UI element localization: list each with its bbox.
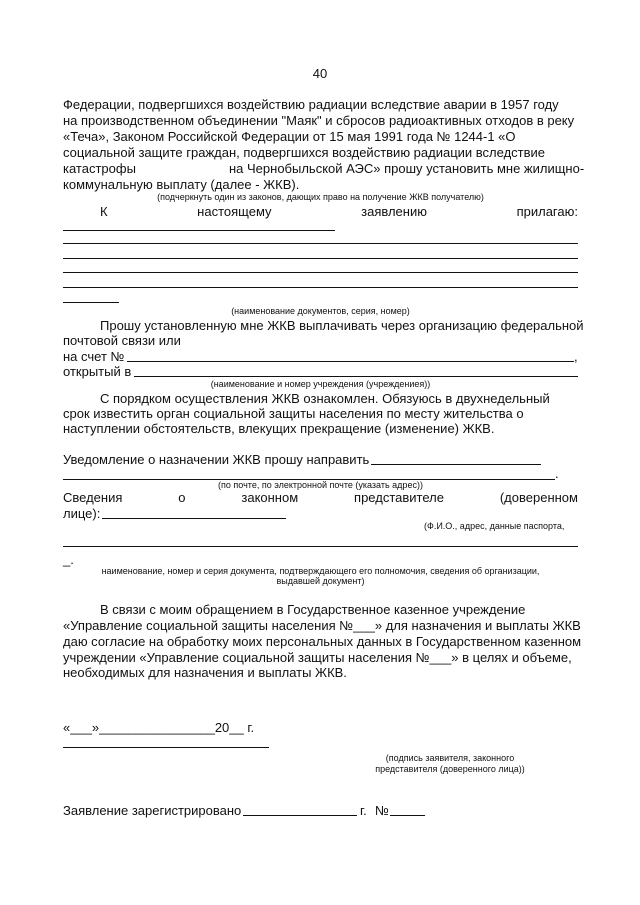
consent-line4: учреждении «Управление социальной защиты населения №___» в целях и объеме, xyxy=(63,650,572,665)
registered-label: Заявление зарегистрировано xyxy=(63,803,242,818)
registered-number-field[interactable] xyxy=(390,815,425,816)
account-tail: , xyxy=(574,349,578,364)
payment-line2: почтовой связи или xyxy=(63,333,181,348)
ack-line3: наступлении обстоятельств, влекущих прекращение (изменение) ЖКВ. xyxy=(63,421,495,436)
account-field[interactable] xyxy=(127,361,574,362)
attach-line-4[interactable] xyxy=(63,272,578,273)
dash-mark: _. xyxy=(63,552,74,567)
note-law: (подчеркнуть один из законов, дающих право на получение ЖКВ получателю) xyxy=(157,192,484,202)
notify-label: Уведомление о назначении ЖКВ прошу направить xyxy=(63,452,370,467)
para1-line5-right: на Чернобыльской АЭС» прошу установить мне жилищно- xyxy=(229,161,585,176)
note-signature-1: (подпись заявителя, законного xyxy=(385,753,515,763)
attach-line-5[interactable] xyxy=(63,287,578,288)
note-authority-2: выдавшей документ) xyxy=(276,576,365,586)
note-notify: (по почте, по электронной почте (указать адрес)) xyxy=(218,480,423,490)
attach-line-3[interactable] xyxy=(63,258,578,259)
para1-line4: социальной защите граждан, подвергшихся воздействию радиации вследствие xyxy=(63,145,546,160)
account-label: на счет № xyxy=(63,349,125,364)
representative-field[interactable] xyxy=(102,518,286,519)
signature-field[interactable] xyxy=(63,747,269,748)
para1-line6: коммунальную выплату (далее - ЖКВ). xyxy=(63,177,300,192)
note-signature-2: представителя (доверенного лица)) xyxy=(375,764,525,774)
representative-line2[interactable] xyxy=(63,546,578,547)
registered-year: г. xyxy=(360,803,367,818)
ack-line1: С порядком осуществления ЖКВ ознакомлен. Обязуюсь в двухнедельный xyxy=(100,391,550,406)
payment-line1: Прошу установленную мне ЖКВ выплачивать через организацию федеральной xyxy=(100,318,584,333)
note-docs: (наименование документов, серия, номер) xyxy=(231,306,410,316)
attach-line-1[interactable] xyxy=(63,230,335,231)
page-number: 40 xyxy=(312,66,328,81)
note-fio: (Ф.И.О., адрес, данные паспорта, xyxy=(424,521,565,531)
opened-label: открытый в xyxy=(63,364,132,379)
representative-label: лице): xyxy=(63,506,101,521)
consent-line5: необходимых для назначения и выплаты ЖКВ. xyxy=(63,665,347,680)
notify-field[interactable] xyxy=(371,464,541,465)
para1-line2: на производственном объединении "Маяк" и сбросов радиоактивных отходов в реку xyxy=(63,113,575,128)
para1-line3: «Теча», Законом Российской Федерации от 15 мая 1991 года № 1244-1 «О xyxy=(63,129,516,144)
ack-line2: срок известить орган социальной защиты населения по месту жительства о xyxy=(63,406,524,421)
bank-field[interactable] xyxy=(134,376,578,377)
consent-line3: даю согласие на обработку моих персональных данных в Государственном казенном xyxy=(63,634,582,649)
date-line[interactable]: «___»________________20__ г. xyxy=(63,720,255,735)
para1-line1: Федерации, подвергшихся воздействию радиации вследствие аварии в 1957 году xyxy=(63,97,559,112)
consent-line2: «Управление социальной защиты населения №___» для назначения и выплаты ЖКВ xyxy=(63,618,581,633)
note-authority-1: наименование, номер и серия документа, подтверждающего его полномочия, сведения об организации, xyxy=(101,566,540,576)
para1-line5-left: катастрофы xyxy=(63,161,136,176)
registered-date-field[interactable] xyxy=(243,815,357,816)
attach-line-2[interactable] xyxy=(63,243,578,244)
attach-line-6[interactable] xyxy=(63,302,119,303)
attach-heading: К настоящему заявлению прилагаю: xyxy=(100,204,578,219)
registered-number-label: № xyxy=(375,803,389,818)
notify-tail: . xyxy=(555,466,559,481)
consent-line1: В связи с моим обращением в Государственное казенное учреждение xyxy=(100,602,526,617)
representative-line1: Сведения о законном представителе (доверенном xyxy=(63,490,578,505)
note-bank: (наименование и номер учреждения (учреждениея)) xyxy=(210,379,431,389)
